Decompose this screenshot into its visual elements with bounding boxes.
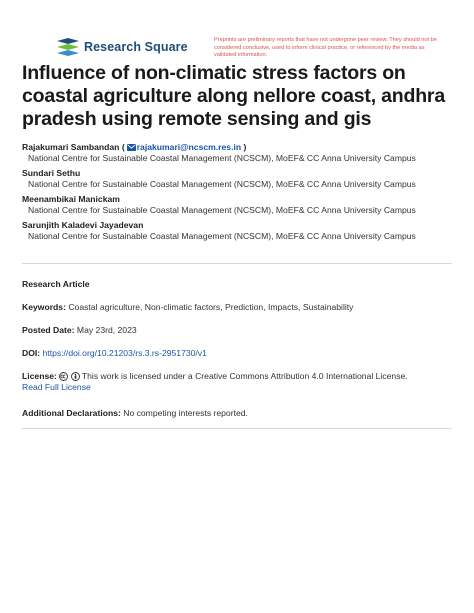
author-name: Sundari Sethu [22,168,81,178]
keywords-row [22,302,462,313]
author-affiliation: National Centre for Sustainable Coastal Management (NCSCM), MoEF& CC Anna University Campus [28,179,416,189]
license-text: This work is licensed under a Creative Commons Attribution 4.0 International License. [81,371,408,381]
preprint-notice: Preprints are preliminary reports that have not undergone peer review. They should not be considered conclusive, used to inform clinical practice, or referenced by the media as validated information. [214,37,437,59]
email-open-paren: ( [121,142,125,152]
keywords-label: Keywords: [22,302,66,312]
research-square-logo-icon [57,38,79,56]
author-name: Meenambikai Manickam [22,194,120,204]
author-email-link[interactable]: rajakumari@ncscm.res.in [136,142,242,152]
author-entry [22,194,462,216]
author-affiliation: National Centre for Sustainable Coastal Management (NCSCM), MoEF& CC Anna University Campus [28,205,416,215]
doi-link[interactable]: https://doi.org/10.21203/rs.3.rs-2951730/v1 [42,348,207,358]
author-list [22,142,462,246]
read-full-license-link[interactable]: Read Full License [22,382,91,392]
author-name: Sarunjith Kaladevi Jayadevan [22,220,144,230]
creative-commons-icon [59,372,68,381]
author-affiliation: National Centre for Sustainable Coastal Management (NCSCM), MoEF& CC Anna University Campus [28,153,416,163]
email-close-paren: ) [243,142,247,152]
author-entry [22,168,462,190]
keywords-value: Coastal agriculture, Non-climatic factors, Prediction, Impacts, Sustainability [68,302,354,312]
license-label: License: [22,371,57,381]
posted-date-label: Posted Date: [22,325,75,335]
license-row [22,371,462,393]
author-entry [22,220,462,242]
paper-title: Influence of non-climatic stress factors on coastal agriculture along nellore coast, andhra pradesh using remote sensing and gis [22,62,445,130]
attribution-icon [71,372,80,381]
declarations-row [22,408,462,419]
research-square-logo[interactable] [57,38,188,56]
author-name: Rajakumari Sambandan [22,142,120,152]
declarations-label: Additional Declarations: [22,408,121,418]
logo-text: Research Square [84,40,188,54]
author-entry [22,142,462,164]
doi-row [22,348,462,359]
section-divider [22,263,452,264]
doi-label: DOI: [22,348,41,358]
article-type: Research Article [22,279,90,289]
envelope-icon [127,144,136,151]
author-affiliation: National Centre for Sustainable Coastal Management (NCSCM), MoEF& CC Anna University Campus [28,231,416,241]
section-divider [22,428,452,429]
posted-date-row [22,325,462,336]
declarations-value: No competing interests reported. [123,408,248,418]
posted-date-value: May 23rd, 2023 [76,325,137,335]
